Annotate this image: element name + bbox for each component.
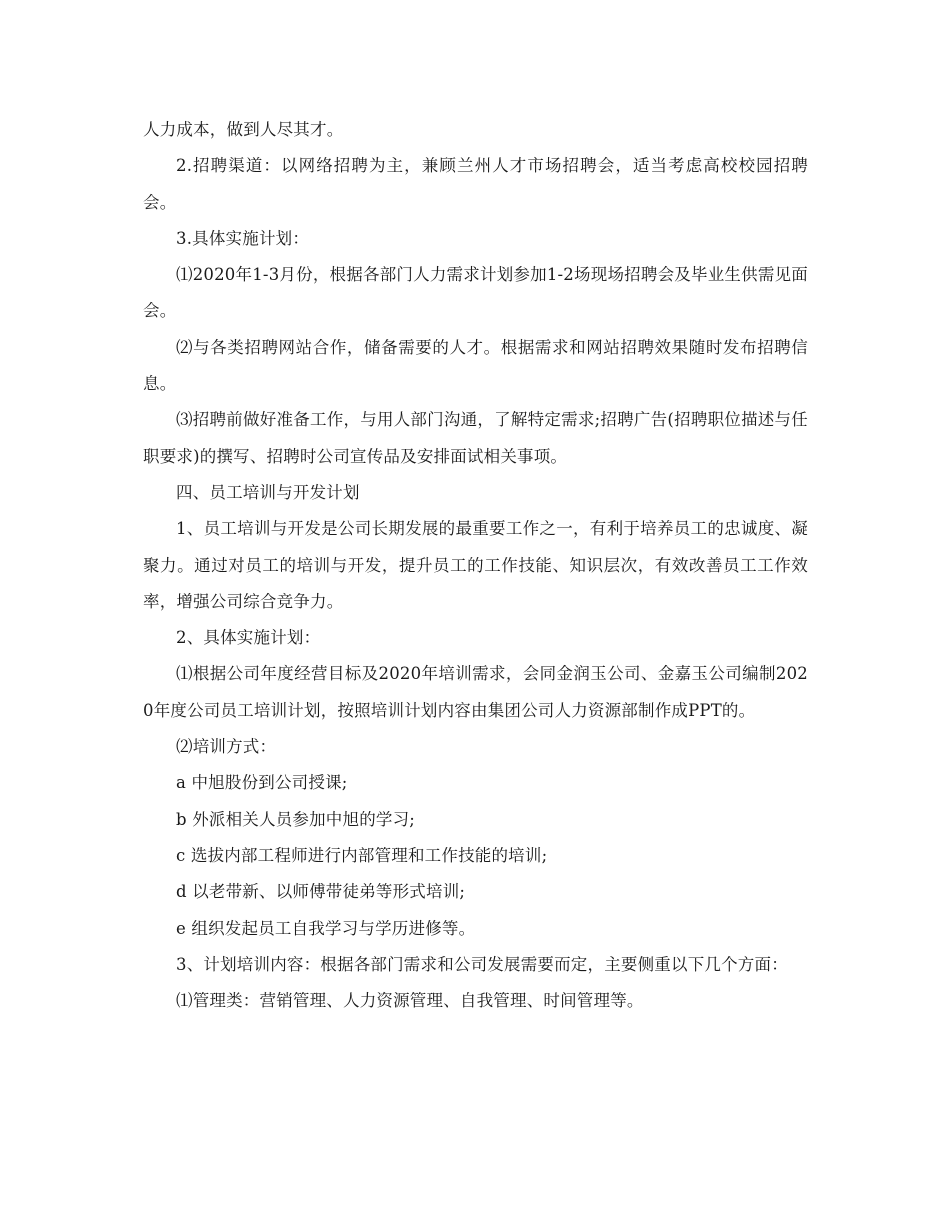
paragraph: ⑴管理类：营销管理、人力资源管理、自我管理、时间管理等。	[176, 991, 644, 1011]
paragraph: ⑵培训方式：	[176, 737, 277, 757]
document-body	[143, 112, 808, 1019]
paragraph: 3.具体实施计划：	[176, 228, 310, 248]
paragraph: ⑵与各类招聘网站合作，储备需要的人才。根据需求和网站招聘效果随时发布招聘信息。	[143, 337, 808, 394]
paragraph: 2.招聘渠道：以网络招聘为主，兼顾兰州人才市场招聘会，适当考虑高校校园招聘会。	[143, 156, 808, 212]
list-item: c 选拔内部工程师进行内部管理和工作技能的培训;	[176, 845, 548, 865]
paragraph: 1、员工培训与开发是公司长期发展的最重要工作之一，有利于培养员工的忠诚度、凝聚力。通过对员工的培训与开发，提升员工的工作技能、知识层次，有效改善员工工作效率，增强公司综合竞争力。	[143, 519, 808, 611]
paragraph: 2、具体实施计划：	[176, 628, 321, 648]
list-item: a 中旭股份到公司授课;	[176, 773, 348, 793]
paragraph: ⑴2020年1-3月份，根据各部门人力需求计划参加1-2场现场招聘会及毕业生供需见面会。	[143, 265, 808, 321]
paragraph: 人力成本，做到人尽其才。	[143, 120, 344, 139]
paragraph: 3、计划培训内容：根据各部门需求和公司发展需要而定，主要侧重以下几个方面：	[176, 954, 788, 974]
section-heading: 四、员工培训与开发计划	[176, 482, 360, 502]
paragraph: ⑶招聘前做好准备工作，与用人部门沟通，了解特定需求;招聘广告(招聘职位描述与任职要求)的撰写、招聘时公司宣传品及安排面试相关事项。	[143, 410, 808, 466]
list-item: b 外派相关人员参加中旭的学习;	[176, 809, 416, 829]
paragraph: ⑴根据公司年度经营目标及2020年培训需求，会同金润玉公司、金嘉玉公司编制2020年度公司员工培训计划，按照培训计划内容由集团公司人力资源部制作成PPT的。	[143, 664, 808, 720]
list-item: d 以老带新、以师傅带徒弟等形式培训;	[176, 882, 466, 902]
list-item: e 组织发起员工自我学习与学历进修等。	[176, 918, 476, 938]
